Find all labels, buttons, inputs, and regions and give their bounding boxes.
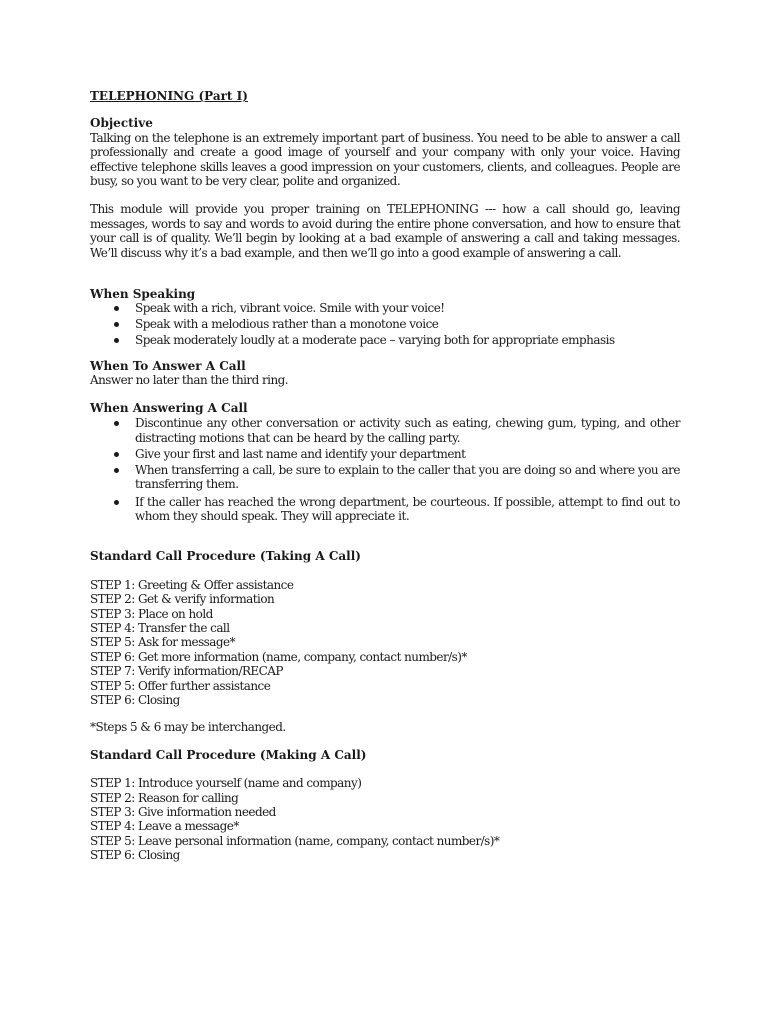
- taking-call-heading: Standard Call Procedure (Taking A Call): [90, 549, 361, 564]
- list-item: When transferring a call, be sure to explain to the caller that you are doing so and where you are transferring them.: [135, 463, 680, 492]
- step-item: STEP 6: Get more information (name, company, contact number/s)*: [90, 649, 467, 664]
- step-item: STEP 4: Transfer the call: [90, 620, 230, 635]
- step-item: STEP 6: Closing: [90, 848, 180, 863]
- objective-heading: Objective: [90, 116, 153, 131]
- step-item: STEP 6: Closing: [90, 692, 180, 707]
- step-item: STEP 5: Offer further assistance: [90, 678, 271, 693]
- step-item: STEP 5: Leave personal information (name, company, contact number/s)*: [90, 833, 500, 848]
- bullet-icon: [114, 338, 119, 343]
- when-to-answer-heading: When To Answer A Call: [90, 358, 246, 373]
- step-item: STEP 3: Place on hold: [90, 606, 213, 621]
- objective-paragraph-2: This module will provide you proper training on TELEPHONING --- how a call should go, leaving messages, words to say and words to avoid during the entire phone conversation, and how to ensure that your call is of quality. We’ll begin by looking at a bad example of answering a call and taking messages. We’ll discuss why it’s a bad example, and then we’ll go into a good example of answering a call.: [90, 202, 680, 260]
- step-item: STEP 4: Leave a message*: [90, 819, 239, 834]
- step-item: STEP 1: Introduce yourself (name and company): [90, 776, 362, 791]
- list-item: Speak moderately loudly at a moderate pace – varying both for appropriate emphasis: [135, 333, 680, 347]
- document-title: TELEPHONING (Part I): [90, 89, 248, 103]
- list-item: Speak with a rich, vibrant voice. Smile with your voice!: [135, 301, 680, 315]
- taking-call-steps: [90, 578, 680, 708]
- bullet-icon: [114, 500, 119, 505]
- bullet-icon: [114, 421, 119, 426]
- list-item: If the caller has reached the wrong department, be courteous. If possible, attempt to find out to whom they should speak. They will appreciate it.: [135, 495, 680, 524]
- step-item: STEP 1: Greeting & Offer assistance: [90, 577, 294, 592]
- list-item: Give your first and last name and identify your department: [135, 447, 680, 461]
- making-call-steps: [90, 776, 680, 862]
- step-item: STEP 2: Reason for calling: [90, 790, 239, 805]
- step-item: STEP 7: Verify information/RECAP: [90, 664, 283, 679]
- when-answering-heading: When Answering A Call: [90, 400, 248, 415]
- list-item: Discontinue any other conversation or activity such as eating, chewing gum, typing, and other distracting motions that can be heard by the calling party.: [135, 416, 680, 445]
- list-item: Speak with a melodious rather than a monotone voice: [135, 317, 680, 331]
- when-answering-list: [90, 416, 680, 523]
- bullet-icon: [114, 452, 119, 457]
- when-to-answer-text: Answer no later than the third ring.: [90, 373, 289, 388]
- step-item: STEP 3: Give information needed: [90, 805, 276, 819]
- making-call-heading: Standard Call Procedure (Making A Call): [90, 747, 367, 762]
- bullet-icon: [114, 306, 119, 311]
- objective-paragraph-1: Talking on the telephone is an extremely important part of business. You need to be able to answer a call professionally and create a good image of yourself and your company with only your voice. Having effective telephone skills leaves a good impression on your customers, clients, and colleagues. People are busy, so you want to be very clear, polite and organized.: [90, 130, 680, 189]
- when-speaking-heading: When Speaking: [90, 287, 196, 302]
- bullet-icon: [114, 322, 119, 327]
- bullet-icon: [114, 468, 119, 473]
- taking-call-note: *Steps 5 & 6 may be interchanged.: [90, 720, 286, 735]
- step-item: STEP 2: Get & verify information: [90, 592, 275, 607]
- when-speaking-list: [90, 301, 680, 347]
- document-page: [90, 89, 680, 863]
- step-item: STEP 5: Ask for message*: [90, 635, 236, 650]
